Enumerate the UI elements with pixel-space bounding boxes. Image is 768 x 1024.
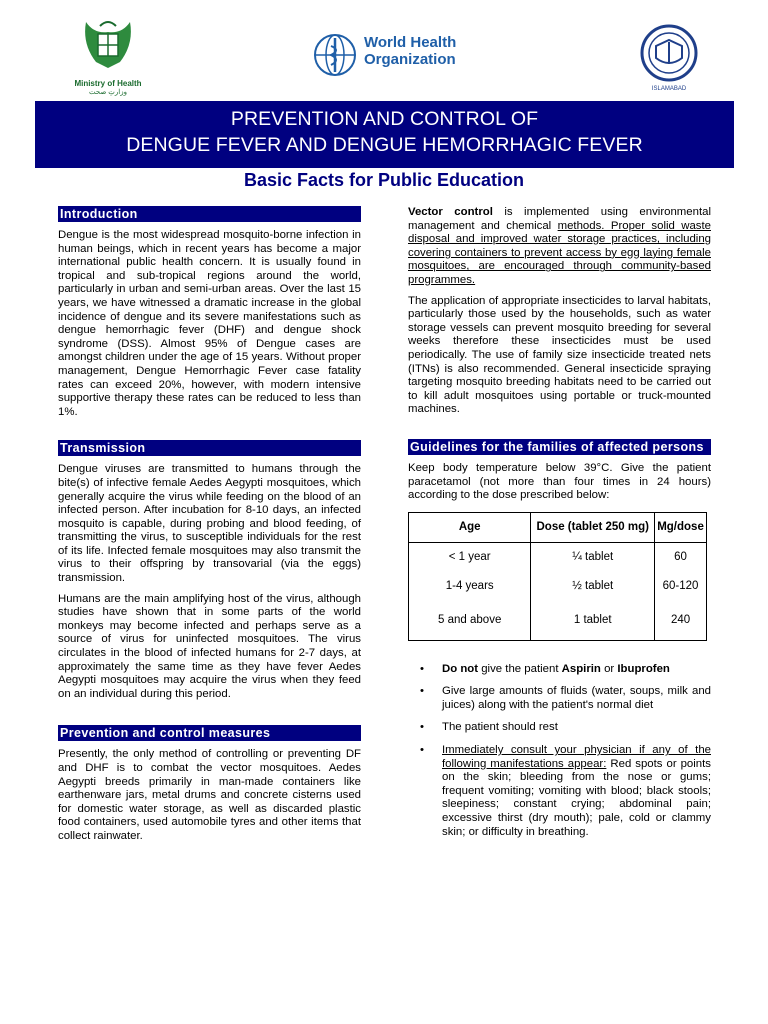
- nih-logo: [638, 22, 700, 92]
- table-cell: ½ tablet: [531, 571, 655, 600]
- table-row: [409, 542, 707, 571]
- table-cell: 5 and above: [409, 600, 531, 640]
- bullet-bold: Aspirin: [561, 662, 601, 675]
- list-item: [408, 663, 711, 677]
- bullet-icon: •: [420, 744, 424, 757]
- transmission-paragraph-2: Humans are the main amplifying host of the virus, although studies have shown that in some parts of the world monkeys may become infected and perhaps serve as a source of virus for uninfected mosquitoes. The virus circulates in the blood of infected humans for 2-7 days, at approximately the same time as they have fever Aedes Aegypti mosquitoes may acquire the virus when they feed on an individual during this period.: [58, 592, 361, 700]
- subtitle: Basic Facts for Public Education: [243, 170, 525, 190]
- title-banner: [35, 101, 734, 168]
- guidelines-intro: Keep body temperature below 39°C. Give the patient paracetamol (not more than four times in 24 hours) according to the dose prescribed below:: [408, 461, 711, 502]
- introduction-text: Dengue is the most widespread mosquito-borne infection in human beings, which in recent years has become a major international public health concern. It is usually found in tropical and sub-tropical regions around the world, particularly in urban and semi-urban areas. Over the last 15 years, we have witnessed a dramatic increase in the global incidence of dengue and its severe manifestations such as dengue hemorrhagic fever (DHF) and dengue shock syndrome (DSS). Almost 95% of Dengue cases are amongst children under the age of 15 years. Without proper management, Dengue Hemorrhagic Fever case fatality rates can exceed 20%, however, with modern intensive supportive therapy these rates can be reduced to less than 1%.: [58, 229, 361, 418]
- insecticide-paragraph: The application of appropriate insecticides to larval habitats, particularly those used by the households, such as water storage vessels can prevent mosquito breeding for several weeks therefore these insecticides must be used periodically. The use of family size insecticide treated nets (ITNs) is also recommended. General insecticide spraying targeting mosquito breeding habitats need to be carried out to kill adult mosquitoes using portable or truck-mounted machines.: [408, 294, 711, 416]
- left-column: [58, 206, 361, 844]
- moh-subcaption: وزارتِ صحت: [89, 89, 127, 96]
- dose-table: [408, 512, 707, 641]
- logo-bar: [0, 12, 768, 102]
- transmission-heading: Transmission: [58, 440, 361, 456]
- who-logo: [312, 32, 462, 82]
- table-cell: 240: [655, 600, 707, 640]
- bullet-text: Red spots or points on the skin; bleeding from the nose or gums; frequent vomiting; vomiting with blood; black stools; sleepiness; constant crying; abdominal pain; excessive thirst (dry mouth); pale, cold or clammy skin; or difficulty in breathing.: [442, 757, 711, 838]
- who-line-2: Organization: [364, 51, 456, 68]
- who-line-1: World Health: [364, 34, 457, 51]
- bullet-icon: •: [420, 721, 424, 734]
- bullet-text-underlined: Immediately consult your physician if any of the following manifestations appear:: [442, 744, 711, 770]
- list-item: [408, 685, 711, 712]
- moh-caption: Ministry of Health: [74, 79, 142, 88]
- dose-table-header: [409, 512, 707, 542]
- vector-control-paragraph: [408, 206, 711, 288]
- table-cell: < 1 year: [409, 542, 531, 571]
- introduction-heading: Introduction: [58, 206, 361, 222]
- who-wordmark: [364, 34, 456, 68]
- nih-seal-icon: [638, 22, 700, 92]
- dose-table-header-dose: Dose (tablet 250 mg): [531, 512, 655, 542]
- bullet-bold: Do not: [442, 662, 479, 675]
- bullet-text: Give large amounts of fluids (water, soups, milk and juices) along with the patient's normal diet: [442, 685, 711, 711]
- list-item: [408, 744, 711, 839]
- prevention-heading: Prevention and control measures: [58, 725, 361, 741]
- table-cell: 60: [655, 542, 707, 571]
- bullet-icon: •: [420, 685, 424, 698]
- list-item: [408, 721, 711, 735]
- guidelines-heading: Guidelines for the families of affected persons: [408, 439, 711, 455]
- moh-emblem-icon: [78, 16, 138, 72]
- vector-control-text: is implemented using environmental management and chemical: [408, 206, 711, 232]
- vector-control-underlined: methods. Proper solid waste disposal and improved water storage practices, including covering containers to prevent access by egg laying female mosquitoes, are encouraged through community-based programmes.: [408, 219, 711, 286]
- prevention-text: Presently, the only method of controlling or preventing DF and DHF is to combat the vector mosquitoes. Aedes Aegypti breeds primarily in man-made containers like earthenware jars, metal drums and concrete cisterns used for domestic water storage, as well as discarded plastic food containers, used automobile tyres and other items that collect rainwater.: [58, 748, 361, 842]
- bullet-text: The patient should rest: [442, 721, 558, 734]
- table-cell: 60-120: [655, 571, 707, 600]
- table-row: [409, 600, 707, 640]
- bullet-text: or: [600, 662, 618, 675]
- transmission-paragraph-1: Dengue viruses are transmitted to humans through the bite(s) of infective female Aedes Aegypti mosquitoes, which generally acquire the virus while feeding on the blood of an infected person. After incubation for 8-10 days, an infected mosquito is capable, during probing and blood feeding, of transmitting the virus, to susceptible individuals for the rest of its life. Infected female mosquitoes may also transmit the virus to their offspring by transovarial (via the eggs) transmission.: [58, 463, 361, 585]
- bullet-icon: •: [420, 662, 424, 675]
- dose-table-header-mg: Mg/dose: [655, 512, 707, 542]
- guidelines-bullet-list: [408, 663, 711, 840]
- nih-caption: ISLAMABAD: [651, 86, 687, 92]
- who-emblem-icon: [312, 32, 358, 78]
- table-cell: 1 tablet: [531, 600, 655, 640]
- table-cell: 1-4 years: [409, 571, 531, 600]
- ministry-of-health-logo: [64, 16, 152, 96]
- bullet-bold: Ibuprofen: [617, 662, 670, 675]
- title-line-1: PREVENTION AND CONTROL OF: [230, 108, 539, 130]
- dose-table-header-age: Age: [409, 512, 531, 542]
- right-column: [408, 206, 711, 848]
- table-row: [409, 571, 707, 600]
- bullet-text: give the patient: [478, 662, 562, 675]
- table-cell: ¼ tablet: [531, 542, 655, 571]
- title-line-2: DENGUE FEVER AND DENGUE HEMORRHAGIC FEVER: [126, 134, 643, 156]
- vector-control-term: Vector control: [408, 206, 493, 218]
